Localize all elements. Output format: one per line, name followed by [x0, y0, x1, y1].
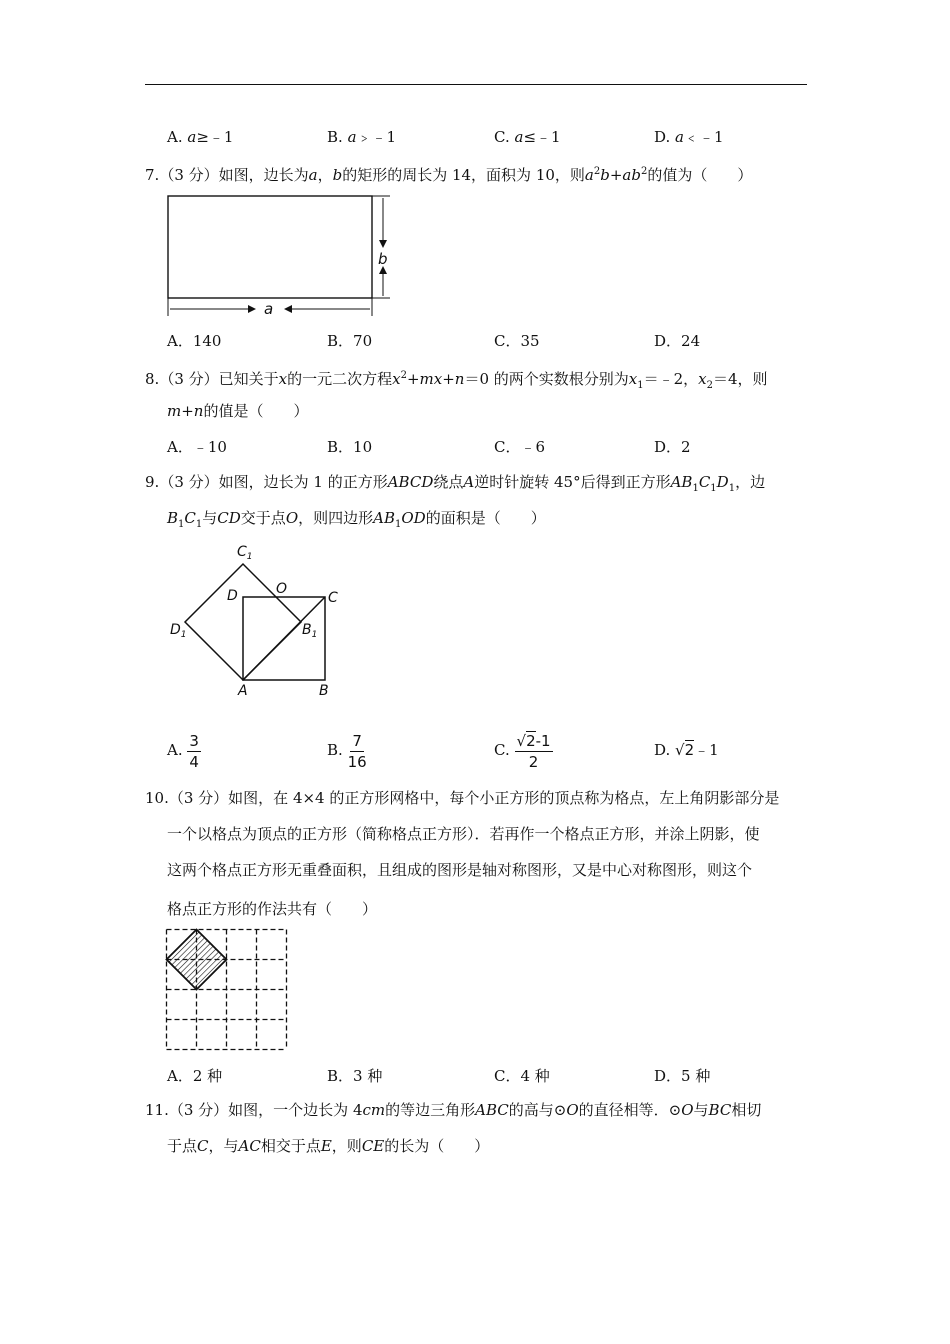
q10-option-c[interactable]: C．4 种	[494, 1067, 550, 1085]
q9-option-d[interactable]: D. √2﹣1	[654, 741, 719, 759]
q9-label-d1: $D_1$	[170, 622, 187, 640]
q11-stem-line2: 于点C，与AC相交于点E，则CE的长为（ ）	[167, 1137, 490, 1155]
q7-arrowhead-b-down	[379, 240, 387, 248]
sqrt-icon: √	[516, 731, 527, 750]
q7-arrowhead-a-left	[284, 305, 292, 313]
q7-label-b: b	[378, 250, 388, 268]
q8-option-b[interactable]: B．10	[327, 438, 373, 456]
q6-option-c[interactable]: C. a≤﹣1	[494, 128, 561, 146]
q6-option-a[interactable]: A. a≥﹣1	[167, 128, 234, 146]
q9-label-o: O	[276, 581, 288, 597]
q7-label-a: a	[264, 300, 274, 318]
q7-option-d[interactable]: D．24	[654, 332, 701, 350]
q9-option-b[interactable]: B. $\frac{7}{16}$	[327, 731, 367, 771]
q9-label-a: A	[238, 683, 248, 699]
q7-rectangle-figure	[160, 190, 400, 320]
q8-stem-line2: m+n的值是（ ）	[167, 402, 309, 420]
q7-option-b[interactable]: B．70	[327, 332, 373, 350]
q7-arrowhead-a-right	[248, 305, 256, 313]
q7-stem: 7.（3 分）如图，边长为a，b的矩形的周长为 14，面积为 10，则$a^2b+ab^2$的值为（ ）	[145, 166, 753, 184]
q9-option-c-fraction: $\frac{√2-1}{2}$	[516, 731, 551, 771]
q10-stem-line1: 10.（3 分）如图，在 4×4 的正方形网格中，每个小正方形的顶点称为格点，左上角阴影部分是	[145, 789, 780, 807]
q9-label-c: C	[328, 590, 338, 606]
q6-option-d[interactable]: D. a﹤﹣1	[654, 128, 724, 146]
q10-grid-figure	[164, 927, 290, 1053]
q9-label-d: D	[227, 588, 238, 604]
q10-stem-line2: 一个以格点为顶点的正方形（简称格点正方形）．若再作一个格点正方形，并涂上阴影，使	[167, 825, 760, 843]
q7-option-c[interactable]: C．35	[494, 332, 540, 350]
q10-stem-line4: 格点正方形的作法共有（ ）	[167, 900, 378, 918]
q10-shaded-square-hatch	[164, 927, 230, 993]
q9-stem-line1: 9.（3 分）如图，边长为 1 的正方形ABCD绕点A逆时针旋转 45°后得到正方形$AB_1C_1D_1$，边	[145, 473, 766, 494]
q9-option-b-fraction: $\frac{7}{16}$	[347, 731, 367, 771]
q8-option-c[interactable]: C．﹣6	[494, 438, 546, 456]
sqrt-icon: √	[675, 741, 685, 759]
q9-option-a-fraction: $\frac{3}{4}$	[189, 731, 199, 771]
q9-label-b1: $B_1$	[302, 622, 318, 640]
q9-label-c1: $C_1$	[237, 544, 253, 562]
q9-label-b: B	[319, 683, 329, 699]
q7-rectangle	[168, 196, 372, 298]
q10-stem-line3: 这两个格点正方形无重叠面积，且组成的图形是轴对称图形，又是中心对称图形，则这个	[167, 861, 753, 879]
q7-option-a[interactable]: A．140	[167, 332, 222, 350]
q11-stem-line1: 11.（3 分）如图，一个边长为 4cm的等边三角形ABC的高与⊙O的直径相等．⊙O与BC相切	[145, 1101, 762, 1119]
q9-rotated-squares-figure	[165, 538, 355, 700]
q8-option-d[interactable]: D．2	[654, 438, 691, 456]
q10-option-a[interactable]: A．2 种	[167, 1067, 223, 1085]
q8-option-a[interactable]: A．﹣10	[167, 438, 227, 456]
header-rule	[145, 84, 807, 85]
q9-stem-line2: $B_1C_1$与CD交于点O，则四边形$AB_1OD$的面积是（ ）	[167, 509, 546, 530]
q8-stem-line1: 8.（3 分）已知关于x的一元二次方程$x^2+mx+n=0$ 的两个实数根分别为$x_1=﹣2$，$x_2=4$，则	[145, 370, 768, 391]
q10-option-b[interactable]: B．3 种	[327, 1067, 383, 1085]
q10-option-d[interactable]: D．5 种	[654, 1067, 711, 1085]
q9-option-c[interactable]: C. $\frac{√2-1}{2}$	[494, 731, 551, 771]
q9-option-a[interactable]: A. $\frac{3}{4}$	[167, 731, 199, 771]
q6-option-b[interactable]: B. a﹥﹣1	[327, 128, 397, 146]
